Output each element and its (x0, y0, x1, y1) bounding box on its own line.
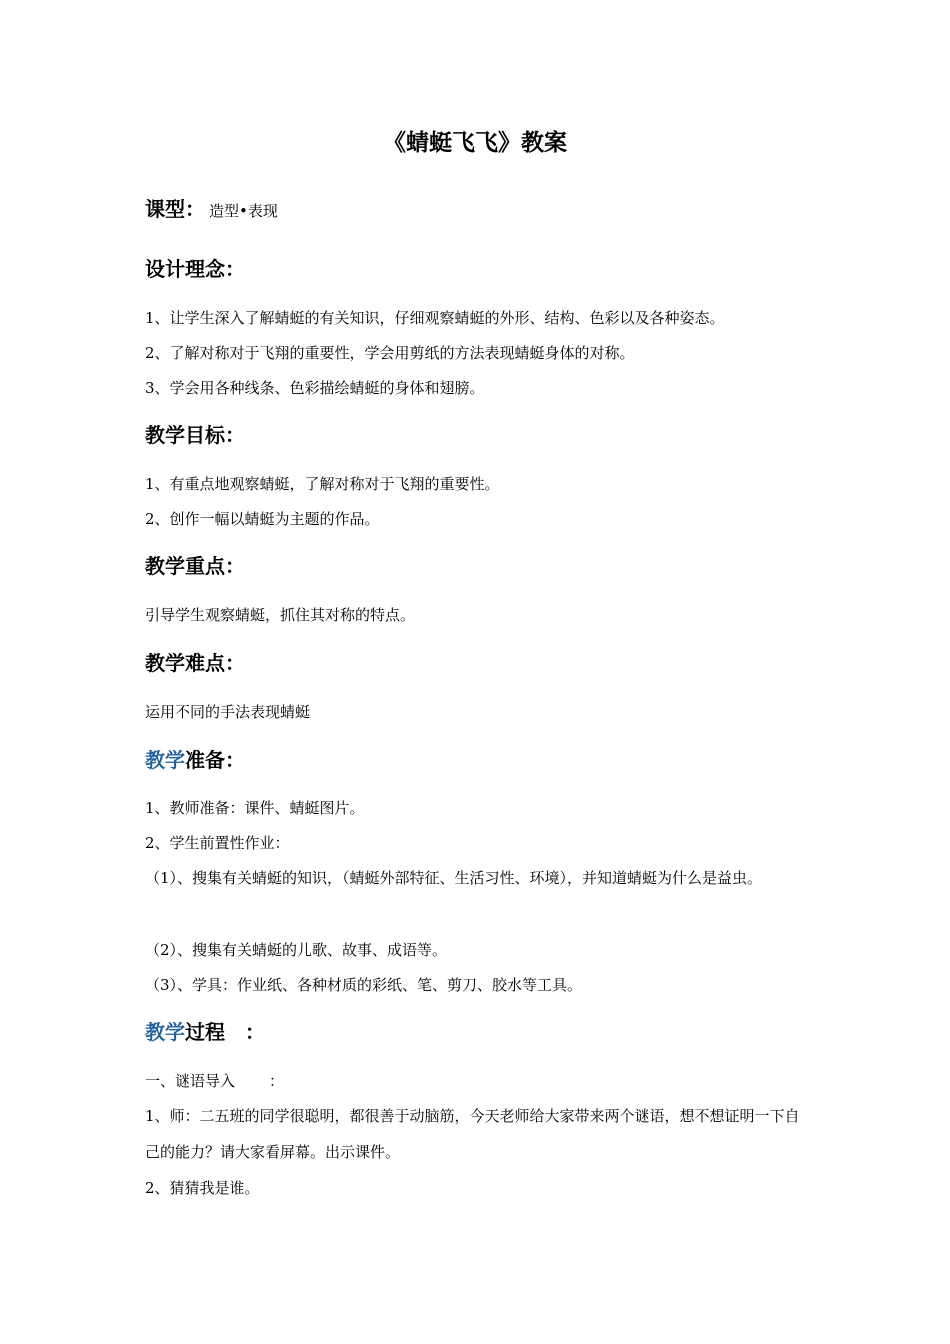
preparation-item-4: （2）、搜集有关蜻蜓的儿歌、故事、成语等。 (145, 941, 448, 959)
preparation-item-2: 2、学生前置性作业： (145, 834, 290, 852)
process-item-2: 2、猜猜我是谁。 (145, 1179, 260, 1197)
lesson-type-label: 课型： (145, 197, 205, 221)
design-concept-item-2: 2、了解对称对于飞翔的重要性，学会用剪纸的方法表现蜻蜓身体的对称。 (145, 344, 635, 362)
process-section-one-label: 一、谜语导入 (145, 1072, 236, 1090)
difficulties-heading: 教学难点： (145, 651, 245, 675)
teaching-goals-heading: 教学目标： (145, 423, 245, 447)
preparation-item-1: 1、教师准备：课件、蜻蜓图片。 (145, 799, 365, 817)
preparation-heading-rest: 准备： (185, 748, 245, 772)
process-item-1: 1、师：二五班的同学很聪明，都很善于动脑筋，今天老师给大家带来两个谜语，想不想证明一下自己的能力？请大家看屏幕。出示课件。 (145, 1107, 800, 1161)
difficulties-text: 运用不同的手法表现蜻蜓 (145, 703, 311, 721)
design-concept-heading: 设计理念： (145, 257, 245, 281)
lesson-type-value: 造型•表现 (209, 202, 278, 220)
preparation-item-3: （1）、搜集有关蜻蜓的知识，（蜻蜓外部特征、生活习性、环境），并知道蜻蜓为什么是益虫。 (145, 869, 763, 887)
teaching-goals-item-2: 2、创作一幅以蜻蜓为主题的作品。 (145, 510, 380, 528)
process-heading-rest: 过程 (185, 1020, 225, 1044)
process-heading (145, 1018, 265, 1046)
lesson-type-row (145, 195, 278, 225)
process-heading-accent: 教学 (145, 1020, 185, 1044)
process-section-one-colon: ： (269, 1072, 285, 1090)
process-section-one (145, 1063, 810, 1099)
teaching-goals-item-1: 1、有重点地观察蜻蜓，了解对称对于飞翔的重要性。 (145, 475, 500, 493)
preparation-heading-accent: 教学 (145, 748, 185, 772)
design-concept-item-1: 1、让学生深入了解蜻蜓的有关知识，仔细观察蜻蜓的外形、结构、色彩以及各种姿态。 (145, 309, 725, 327)
design-concept-item-3: 3、学会用各种线条、色彩描绘蜻蜓的身体和翅膀。 (145, 379, 485, 397)
key-points-heading: 教学重点： (145, 554, 245, 578)
document-title: 《蜻蜓飞飞》教案 (383, 130, 567, 156)
process-heading-colon: ： (245, 1020, 265, 1044)
preparation-item-5: （3）、学具：作业纸、各种材质的彩纸、笔、剪刀、胶水等工具。 (145, 976, 583, 994)
key-points-text: 引导学生观察蜻蜓，抓住其对称的特点。 (145, 606, 416, 624)
preparation-heading (145, 746, 245, 774)
